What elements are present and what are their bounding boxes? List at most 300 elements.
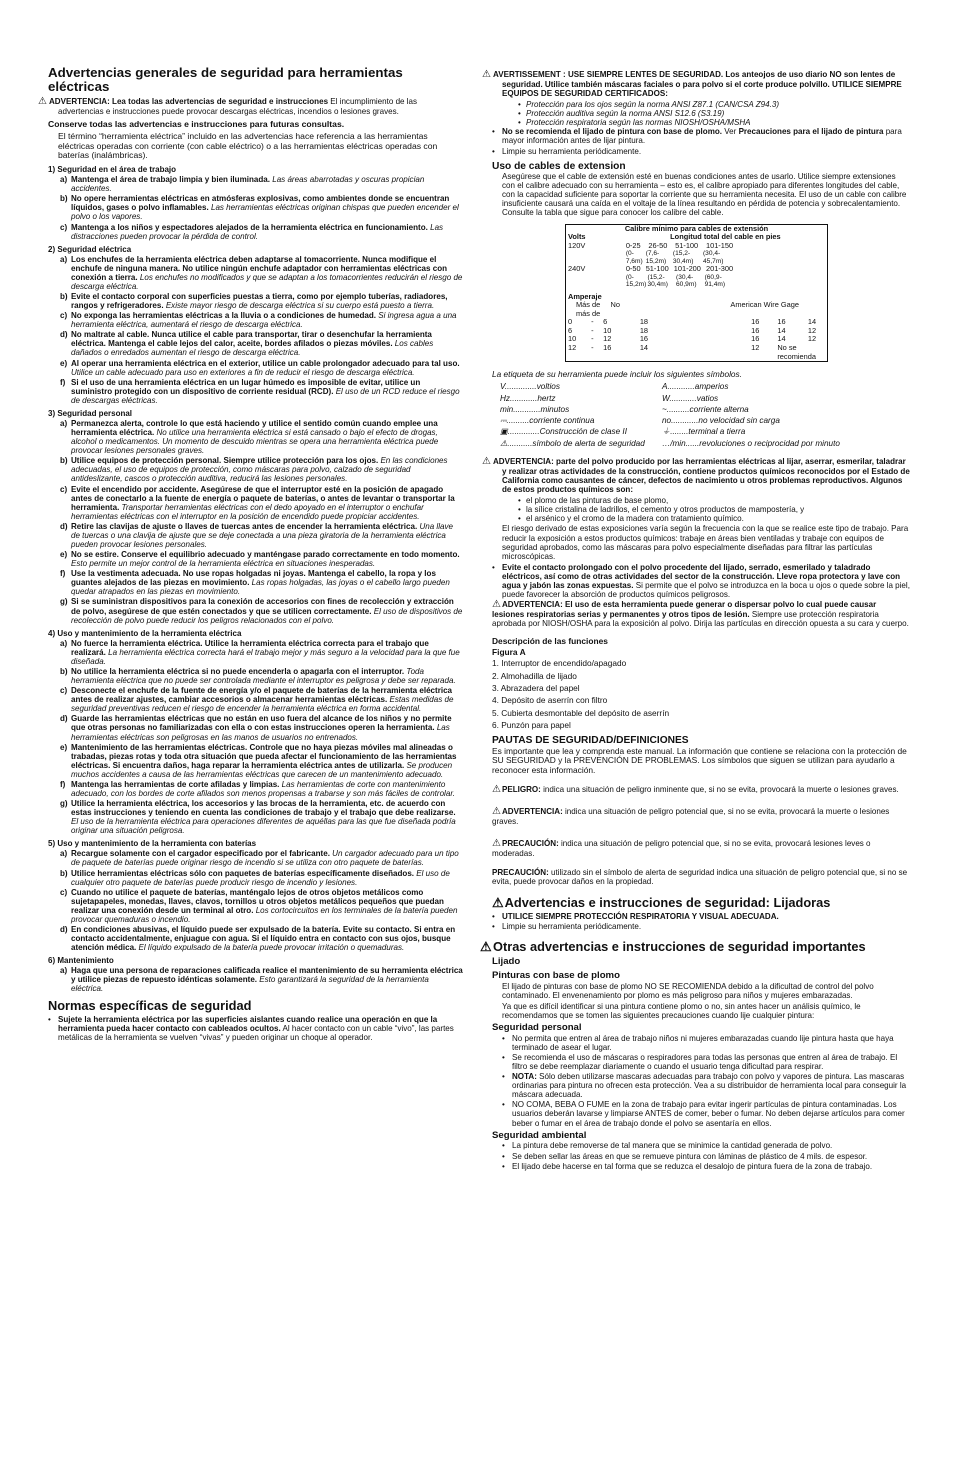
item-bold: No maltrate al cable. Nunca utilice el cable para transportar, tirar o desenchufar la herramienta eléctrica. Mantenga el cable lejos del calor, aceite, bordes afilados o piezas móviles. bbox=[71, 330, 432, 349]
symbol-desc: ..............voltios bbox=[504, 382, 560, 392]
descripcion-heading: Descripción de las funciones bbox=[492, 636, 608, 647]
item-italic: Las ropas holgadas, las joyas o el cabello largo pueden quedar atrapados en las piezas en movimiento. bbox=[71, 578, 450, 597]
item-bold: No utilice la herramienta eléctrica si no puede encenderla o apagarla con el interruptor. bbox=[71, 666, 405, 676]
row-120v bbox=[624, 242, 735, 251]
bullet: • bbox=[518, 505, 521, 515]
section-title: 3) Seguridad personal bbox=[48, 408, 133, 418]
item-letter: d) bbox=[60, 925, 68, 935]
sub-text: Protección para los ojos según la norma ANSI Z87.1 (CAN/CSA Z94.3) bbox=[526, 100, 779, 110]
left-column bbox=[38, 65, 463, 1043]
item-letter: d) bbox=[60, 521, 68, 531]
item-letter: b) bbox=[60, 194, 68, 204]
amp-cell: 12 bbox=[807, 325, 817, 335]
item-italic: Existe mayor riesgo de descarga eléctrica si su cuerpo está puesto a tierra. bbox=[163, 301, 435, 311]
safety-item bbox=[48, 869, 463, 887]
safety-item bbox=[48, 330, 463, 357]
list-item bbox=[502, 1053, 910, 1071]
amp-cell: 6 bbox=[568, 325, 573, 335]
safety-item bbox=[48, 667, 463, 685]
table-title: Calibre mínimo para cables de extensión bbox=[624, 223, 769, 233]
item-letter: a) bbox=[60, 175, 68, 185]
item-bold: Utilice la herramienta eléctrica, los accesorios y las brocas de la herramienta, etc. de acuerdo con estas instrucciones y teniendo en cuenta las condiciones de trabajo y el trabajo que debe realizarse. bbox=[71, 799, 456, 818]
safety-item bbox=[48, 849, 463, 867]
warning-triangle-icon: ⚠ bbox=[492, 784, 501, 796]
sub-text: la sílice cristalina de ladrillos, el cemento y otros productos de mampostería, y bbox=[526, 505, 805, 515]
item-italic: Los cortocircuitos en los terminales de la batería pueden provocar quemaduras o incendio. bbox=[71, 905, 458, 924]
cables-heading: Uso de cables de extension bbox=[492, 160, 626, 172]
amp-cell: 18 bbox=[639, 325, 649, 335]
amp-cell: 16 bbox=[751, 317, 760, 327]
symbol-desc: ............minutos bbox=[513, 404, 570, 414]
cell: 26-50 bbox=[648, 240, 668, 250]
function-item: 5. Cubierta desmontable del depósito de aserrín bbox=[492, 707, 670, 718]
amp-cell: 16 bbox=[751, 325, 760, 335]
item-italic: Los cables dañados o enredados aumentan el riesgo de descarga eléctrica. bbox=[71, 339, 434, 358]
item-bold: En condiciones abusivas, el líquido puede ser expulsado de la batería. Evite su contacto. Si entra en contacto accidentalmente, enjuague con agua. Si el líquido entra en contacto con sus ojos, busque atención médica. bbox=[71, 925, 456, 953]
nocoma-item: • NO COMA, BEBA O FUME en la zona de trabajo para evitar ingerir partículas de pintura contaminadas. Los usuarios deberán lavarse y limpiarse ANTES de comer, beber o fumar. No deben dejarse artículos para comer beber o fumar en el área de trabajo donde el polvo se asentaría en ellos. bbox=[502, 1100, 905, 1128]
function-item: 3. Abrazadera del papel bbox=[492, 682, 580, 693]
symbol-desc: ............hertz bbox=[510, 393, 556, 403]
seguridad-personal-list bbox=[492, 1034, 910, 1071]
cell: (7,6-15,2m) bbox=[645, 250, 667, 265]
amp-cell: - bbox=[591, 343, 594, 352]
bullet: • bbox=[502, 1161, 505, 1171]
safety-item bbox=[48, 175, 463, 193]
safety-item bbox=[48, 888, 463, 924]
sub-item bbox=[492, 514, 910, 523]
safety-item bbox=[48, 359, 463, 377]
symbol-cell bbox=[658, 438, 842, 449]
amp-cell: 18 bbox=[639, 317, 649, 327]
lijadoras-item-2: • Limpie su herramienta periódicamente. bbox=[492, 922, 642, 932]
sub-item bbox=[492, 505, 910, 514]
item-letter: f) bbox=[60, 779, 66, 789]
lijado-plomo-item: • No se recomienda el lijado de pintura con base de plomo. Ver Precauciones para el lijado de pintura para mayor información antes de lijar pintura. bbox=[492, 127, 902, 146]
bullet: • bbox=[518, 109, 521, 119]
amp-cell: 16 bbox=[777, 317, 786, 327]
amp-cell: - bbox=[591, 317, 594, 327]
cell: 51-100 bbox=[645, 264, 669, 274]
cell: 0-25 bbox=[625, 240, 641, 250]
item-bold: Guarde las herramientas eléctricas que no están en uso fuera del alcance de los niños y no permite que otras personas no familiarizadas con ella o con estas instrucciones operen la herramienta. bbox=[71, 714, 452, 733]
item-letter: e) bbox=[60, 358, 68, 368]
sub-item bbox=[492, 109, 910, 118]
item-italic: Esto garantizará la seguridad de la herramienta eléctrica. bbox=[71, 975, 429, 994]
item-italic: Estas medidas de seguridad preventivas reducen el riesgo de encender la herramienta eléctrica en forma accidental. bbox=[71, 695, 454, 714]
amp-cell: 16 bbox=[603, 343, 612, 352]
pinturas-heading: Pinturas con base de plomo bbox=[492, 969, 620, 981]
item-letter: a) bbox=[60, 638, 68, 648]
symbol-cell bbox=[658, 415, 842, 426]
safety-item bbox=[48, 780, 463, 798]
amp-cell: 12 bbox=[603, 334, 612, 344]
item-bold: Use la vestimenta adecuada. No use ropas holgadas ni joyas. Mantenga el cabello, la ropa y los guantes alejados de las piezas en movimiento. bbox=[71, 569, 436, 588]
item-letter: d) bbox=[60, 714, 68, 724]
safety-item bbox=[48, 522, 463, 549]
symbol-desc: ..............Construcción de clase II bbox=[507, 427, 627, 437]
cell: 101-150 bbox=[705, 240, 734, 250]
item-italic: Las herramientas de corte con mantenimiento adecuado, con los bordes de corte afilados son menos propensas a trabarse y son más fáciles de controlar. bbox=[71, 779, 455, 798]
row-120v-metric bbox=[624, 250, 735, 265]
symbol-key: min bbox=[500, 404, 514, 414]
safety-item bbox=[48, 194, 463, 221]
safety-item bbox=[48, 966, 463, 993]
amp-cell: 16 bbox=[751, 334, 760, 344]
safety-item bbox=[48, 255, 463, 291]
item-italic: En las condiciones adecuadas, el uso de equipos de protección, como máscaras para polvo, calzado de seguridad antideslizante, cascos o protección auditiva, reducirá las lesiones personales. bbox=[71, 456, 448, 484]
symbol-icon: ⏚ bbox=[662, 427, 671, 437]
symbol-cell bbox=[498, 426, 658, 437]
cell: 201-300 bbox=[705, 264, 734, 274]
functions-list bbox=[492, 659, 910, 730]
item-italic: Un cargador adecuado para un tipo de paquete de baterías puede originar riesgo de incendio si se utiliza con otro paquete de baterías. bbox=[71, 849, 459, 868]
warning-triangle-icon: ⚠ bbox=[492, 837, 501, 849]
item-italic: No utilice una herramienta eléctrica si está cansado o bajo el efecto de drogas, alcohol o medicamentos. Un momento de descuido mientras se opera una herramienta eléctrica puede provocar lesiones personales graves. bbox=[71, 428, 439, 456]
symbol-cell bbox=[498, 393, 658, 404]
amp-cell: 10 bbox=[603, 325, 612, 335]
cell: (0-7,6m) bbox=[625, 250, 643, 265]
item-italic: Las herramientas eléctricas son peligrosas en las manos de usuarios no entrenados. bbox=[71, 723, 450, 742]
item-letter: b) bbox=[60, 666, 68, 676]
lijado-subheading: Lijado bbox=[492, 956, 521, 968]
item-italic: Las herramientas eléctricas originan chispas que pueden encender el polvo o los vapores. bbox=[71, 203, 459, 222]
amp-cell: - bbox=[591, 334, 594, 344]
symbol-cell bbox=[658, 426, 842, 437]
chemicals-list bbox=[492, 496, 910, 523]
bullet: • bbox=[518, 118, 521, 128]
item-bold: No opere herramientas eléctricas en atmósferas explosivas, como ambientes donde se encuentran líquidos, gases o polvo inflamables. bbox=[71, 194, 450, 213]
section-title: 1) Seguridad en el área de trabajo bbox=[48, 165, 177, 175]
protection-list bbox=[492, 100, 910, 127]
item-italic: Utilice un cable adecuado para uso en exteriores a fin de reducir el riesgo de descarga eléctrica. bbox=[71, 367, 415, 377]
safety-item bbox=[48, 419, 463, 455]
symbol-icon: ⚠ bbox=[500, 438, 508, 448]
amp-cell: 14 bbox=[807, 317, 817, 327]
cell: (0-15,2m) bbox=[625, 273, 647, 289]
bullet: • bbox=[502, 1033, 505, 1043]
item-letter: a) bbox=[60, 966, 68, 976]
symbols-table bbox=[498, 381, 842, 449]
item-letter: c) bbox=[60, 484, 68, 494]
safety-item bbox=[48, 223, 463, 241]
safety-item bbox=[48, 743, 463, 779]
item-italic: Los enchufes no modificados y que se adaptan a los tomacorrientes reducirán el riesgo de descarga eléctrica. bbox=[71, 272, 463, 291]
bullet: • bbox=[518, 496, 521, 506]
symbol-icon: ▣ bbox=[500, 427, 508, 437]
safety-item bbox=[48, 292, 463, 310]
item-italic: El uso de un RCD reduce el riesgo de descargas eléctricas. bbox=[71, 386, 460, 405]
advertencia-paragraph: ⚠ ADVERTENCIA: Lea todas las advertencias de seguridad e instrucciones El incumplimiento de las advertencias e instrucciones puede provocar descargas eléctricas, incendios o lesiones graves. bbox=[38, 96, 418, 117]
symbol-desc: ......revoluciones o reciprocidad por minuto bbox=[685, 438, 840, 448]
item-bold: Mantenimiento de las herramientas eléctricas. Controle que no haya piezas móviles mal alineadas o trabadas, piezas rotas y toda otra situación que pueda afectar el funcionamiento de las herramientas eléctricas. Si encuentra daños, haga reparar la herramienta eléctrica antes de utilizarla. bbox=[71, 742, 457, 770]
item-letter: a) bbox=[60, 254, 68, 264]
cell: 51-100 bbox=[675, 240, 699, 250]
sub-text: Protección auditiva según la norma ANSI S12.6 (S3.19) bbox=[526, 109, 725, 119]
safety-item bbox=[48, 714, 463, 741]
symbol-row bbox=[498, 404, 842, 415]
section-title: 2) Seguridad eléctrica bbox=[48, 244, 132, 254]
sub-item bbox=[492, 100, 910, 109]
item-bold: Mantenga el área de trabajo limpia y bien iluminada. bbox=[71, 175, 270, 185]
symbol-cell bbox=[498, 438, 658, 449]
cell: 0-50 bbox=[625, 264, 641, 274]
item-bold: Los enchufes de la herramienta eléctrica deben adaptarse al tomacorriente. Nunca modifique el enchufe de ninguna manera. No utilice ningún enchufe adaptador con herramientas eléctricas con conexión a tierra. bbox=[71, 254, 448, 282]
list-item bbox=[502, 1152, 910, 1161]
item-letter: b) bbox=[60, 456, 68, 466]
item-italic: El uso de cualquier otro paquete de baterías puede producir riesgo de incendio y lesiones. bbox=[71, 868, 450, 887]
symbol-desc: ..........corriente continua bbox=[506, 416, 595, 426]
cable-gauge-table: Calibre mínimo para cables de extensión Volts Longitud total del cable en pies 120V 0-25 26-50 51-100 101-150 (0-7,6m) (7,6-15,2m) (15,2-30,4m) (30,4-45,7m) 240V 0-50 51-100 101-200 201-300 (0-15,2m) (15,2-30,4m) (30,4-60,9m) (60,9-91,4m) Amperaje Más de No más de American Wire Gage 0 - 6 18 16 16 14 6 - 10 18 16 14 12 10 - 12 16 16 14 12 12 - 16 14 12 No se recomienda bbox=[565, 224, 828, 363]
etiqueta-text: La etiqueta de su herramienta puede incluir los siguientes símbolos. bbox=[492, 369, 742, 380]
sub-text: el plomo de las pinturas de base plomo, bbox=[526, 496, 669, 506]
normas-item: • Sujete la herramienta eléctrica por las superficies aislantes cuando realice una operación en que la herramienta pueda hacer contacto con cableados ocultos. Al hacer contacto con un cable “vivo”, las partes metálicas de la herramienta se vuelven “vivas” y pueden originar un choque al operador. bbox=[48, 1015, 454, 1043]
symbol-key: …/min bbox=[662, 438, 686, 448]
item-bold: No fuerce la herramienta eléctrica. Utilice la herramienta eléctrica correcta para el trabajo que realizará. bbox=[71, 638, 429, 657]
amp-cell: 14 bbox=[639, 343, 649, 352]
cell: (15,2-30,4m) bbox=[647, 273, 668, 289]
symbol-desc: ........terminal a tierra bbox=[670, 427, 746, 437]
amp-cell: 14 bbox=[777, 325, 786, 335]
section-title: 4) Uso y mantenimiento de la herramienta eléctrica bbox=[48, 628, 242, 638]
symbol-cell bbox=[658, 404, 842, 415]
safety-item bbox=[48, 686, 463, 713]
item-bold: Cuando no utilice el paquete de baterías, manténgalo lejos de otros objetos metálicos como sujetapapeles, monedas, llaves, clavos, tornillos u otros objetos metálicos pequeños que puedan realizar una conexión desde un terminal al otro. bbox=[71, 887, 444, 915]
seguridad-ambiental-list bbox=[492, 1141, 910, 1170]
precaucion-definition: ⚠PRECAUCIÓN: indica una situación de peligro potencial que, si no se evita, provocará lesiones leves o moderadas. bbox=[492, 837, 871, 858]
item-italic: Se producen muchos accidentes a causa de las herramientas eléctricas que carecen de un mantenimiento adecuado. bbox=[71, 760, 453, 779]
symbol-desc: ...........símbolo de alerta de seguridad bbox=[507, 438, 645, 448]
warning-triangle-icon: ⚠ bbox=[492, 894, 504, 910]
symbol-cell bbox=[658, 393, 842, 404]
symbol-row bbox=[498, 415, 842, 426]
cell: (30,4-45,7m) bbox=[702, 250, 724, 265]
cell: (60,9-91,4m) bbox=[704, 273, 726, 289]
sub-text: el arsénico y el cromo de la madera con tratamiento químico. bbox=[526, 514, 744, 524]
item-bold: Mantenga las herramientas de corte afiladas y limpias. bbox=[71, 779, 280, 789]
item-letter: c) bbox=[60, 887, 68, 897]
item-bold: No exponga las herramientas eléctricas a la lluvia o a condiciones de humedad. bbox=[71, 311, 376, 321]
item-bold: Si el uso de una herramienta eléctrica en un lugar húmedo es imposible de evitar, utilice un suministro protegido con un dispositivo de corriente residual (RCD). bbox=[71, 377, 421, 396]
symbol-icon: ⎓ bbox=[500, 416, 507, 426]
sub-text: Protección respiratoria según las normas NIOSH/OSHA/MSHA bbox=[526, 118, 751, 128]
item-letter: a) bbox=[60, 418, 68, 428]
list-text: El lijado debe hacerse en tal forma que se reduzca el desalojo de pintura fuera de la zona de trabajo. bbox=[512, 1161, 873, 1171]
symbol-key: Hz bbox=[500, 393, 511, 403]
item-letter: e) bbox=[60, 550, 68, 560]
symbol-key: W bbox=[662, 393, 670, 403]
amp-cell: 0 bbox=[568, 317, 573, 327]
amp-row bbox=[566, 344, 828, 362]
item-letter: g) bbox=[60, 799, 68, 809]
function-item: 6. Punzón para papel bbox=[492, 720, 571, 731]
bullet: • bbox=[502, 1151, 505, 1161]
symbol-row bbox=[498, 381, 842, 392]
amp-cell: 16 bbox=[639, 334, 649, 344]
item-bold: Utilice herramientas eléctricas sólo con paquetes de baterías específicamente diseñados. bbox=[71, 868, 415, 878]
safety-item bbox=[48, 569, 463, 596]
bullet: • bbox=[502, 1052, 505, 1062]
seguridad-ambiental-heading: Seguridad ambiental bbox=[492, 1129, 587, 1141]
item-letter: c) bbox=[60, 311, 68, 321]
nota-item: • NOTA: Sólo deben utilizarse mascaras adecuadas para trabajo con polvo y vapores de pintura. Las mascaras ordinarias para pintura no ofrecen esta protección. Vea a su distribuidor de herramienta local para conseguir la máscara adecuada. bbox=[502, 1072, 907, 1100]
item-bold: Desconecte el enchufe de la fuente de energía y/o el paquete de baterías de la herramienta eléctrica antes de realizar ajustes, cambiar accesorios o almacenar herramientas eléctricas. bbox=[71, 686, 453, 705]
item-italic: El uso de dispositivos de recolección de polvo puede reducir los peligros relacionados con el polvo. bbox=[71, 606, 463, 625]
precaucion-nosymbol-definition: PRECAUCIÓN: utilizado sin el símbolo de alerta de seguridad indica una situación de peligro potencial que, si no se evita, puede provocar daños en la propiedad. bbox=[492, 867, 908, 886]
list-item bbox=[502, 1162, 910, 1171]
safety-item bbox=[48, 925, 463, 952]
section-title: 5) Uso y mantenimiento de la herramienta con baterías bbox=[48, 839, 257, 849]
bullet: • bbox=[518, 514, 521, 524]
advertencia-label: ADVERTENCIA: Lea todas las advertencias de seguridad e instrucciones bbox=[49, 97, 329, 107]
section-title: 6) Mantenimiento bbox=[48, 956, 114, 966]
list-text: La pintura debe removerse de tal manera que se minimice la cantidad generada de polvo. bbox=[512, 1141, 833, 1151]
pinturas-p1: El lijado de pinturas con base de plomo NO SE RECOMIENDA debido a la dificultad de control del polvo contaminado. El envenenamiento por plomo es más peligroso para niños y mujeres embarazadas. bbox=[502, 981, 874, 1000]
symbol-cell bbox=[658, 381, 842, 392]
item-letter: e) bbox=[60, 742, 68, 752]
item-italic: Toda herramienta eléctrica que no puede ser controlada mediante el interruptor es peligrosa y debe ser reparada. bbox=[71, 666, 456, 686]
item-bold: Evite el encendido por accidente. Asegúrese de que el interruptor esté en la posición de apagado antes de conectarlo a la fuente de energía o paquete de baterías, o antes de levantar o transportar la herramienta. bbox=[71, 484, 455, 512]
peligro-definition: ⚠PELIGRO: indica una situación de peligro inminente que, si no se evita, provocará la muerte o lesiones graves. bbox=[492, 784, 899, 796]
symbol-desc: ..........corriente alterna bbox=[666, 404, 749, 414]
sub-item bbox=[492, 118, 910, 127]
advertencia-definition: ⚠ADVERTENCIA: indica una situación de peligro potencial que, si no se evita, provocará la muerte o lesiones graves. bbox=[492, 806, 890, 827]
safety-item bbox=[48, 639, 463, 666]
pautas-paragraph: Es importante que lea y comprenda este manual. La información que contiene se relaciona con la protección de SU SEGURIDAD y la PREVENCIÓN DE PROBLEMAS. Los símbolos que siguen se utilizan para ayudarlo a reconocer esta información. bbox=[492, 745, 907, 775]
item-italic: Si ingresa agua a una herramienta eléctrica, aumentará el riesgo de descarga eléctrica. bbox=[71, 311, 457, 330]
item-italic: Las áreas abarrotadas y oscuras propician accidentes. bbox=[71, 175, 425, 194]
cell: (15,2-30,4m) bbox=[672, 250, 694, 265]
bullet: • bbox=[502, 1141, 505, 1151]
amperage-rows bbox=[566, 318, 828, 361]
item-letter: b) bbox=[60, 868, 68, 878]
pautas-heading: PAUTAS DE SEGURIDAD/DEFINICIONES bbox=[492, 735, 689, 747]
function-item: 2. Almohadilla de lijado bbox=[492, 670, 577, 681]
item-italic: El líquido expulsado de la batería puede provocar irritación o quemaduras. bbox=[136, 943, 405, 953]
item-bold: Mantenga a los niños y espectadores alejados de la herramienta eléctrica en funcionamiento. bbox=[71, 222, 428, 232]
amp-cell: 12 bbox=[568, 343, 577, 352]
safety-sections bbox=[48, 165, 463, 993]
polvo-warning: ⚠ ADVERTENCIA: parte del polvo producido por las herramientas eléctricas al lijar, aserrar, esmerilar, taladrar y realizar otras actividades de la construcción, contiene productos químicos reconocidos por el Estado de California como causantes de cáncer, defectos de nacimiento u otros problemas reproductivos. Algunos de estos productos químicos son: bbox=[482, 456, 910, 495]
item-bold: Evite el contacto corporal con superficies puestas a tierra, como por ejemplo tuberías, radiadores, rangos y refrigeradores. bbox=[71, 292, 448, 311]
item-letter: a) bbox=[60, 849, 68, 859]
list-text: No permita que entren al área de trabajo niños ni mujeres embarazadas cuando lije pintura hasta que haya terminado de asear el lugar. bbox=[512, 1033, 894, 1052]
symbol-cell bbox=[498, 415, 658, 426]
general-warnings-heading: Advertencias generales de seguridad para herramientas eléctricas bbox=[48, 65, 403, 95]
item-letter: f) bbox=[60, 377, 66, 387]
item-letter: d) bbox=[60, 330, 68, 340]
item-letter: f) bbox=[60, 569, 66, 579]
lijadoras-heading: ⚠Advertencias e instrucciones de seguridad: Lijadoras bbox=[492, 894, 831, 910]
symbol-key: A bbox=[662, 382, 668, 392]
amp-cell: 12 bbox=[751, 343, 760, 352]
item-bold: Haga que una persona de reparaciones calificada realice el mantenimiento de su herramienta eléctrica y utilice piezas de repuesto idénticas solamente. bbox=[71, 966, 463, 985]
safety-item bbox=[48, 485, 463, 521]
item-italic: La herramienta eléctrica correcta hará el trabajo mejor y más seguro a la velocidad para la que fue diseñada. bbox=[71, 647, 460, 666]
list-item bbox=[502, 1141, 910, 1150]
item-bold: Si se suministran dispositivos para la conexión de accesorios con fines de recolección y extracción de polvo, asegúrese de que estén conectados y que se utilicen correctamente. bbox=[71, 597, 454, 616]
seguridad-personal-heading: Seguridad personal bbox=[492, 1022, 582, 1033]
item-letter: c) bbox=[60, 222, 68, 232]
advertencia-text: El incumplimiento de las advertencias e instrucciones puede provocar descargas eléctricas, incendios o lesiones graves. bbox=[58, 97, 418, 117]
symbol-row bbox=[498, 438, 842, 449]
symbol-desc: ............no velocidad sin carga bbox=[671, 416, 780, 426]
item-bold: Utilice equipos de protección personal. Siempre utilice protección para los ojos. bbox=[71, 456, 379, 466]
right-column bbox=[480, 69, 910, 1172]
safety-item bbox=[48, 597, 463, 624]
item-letter: g) bbox=[60, 597, 68, 607]
cell: (30,4-60,9m) bbox=[676, 273, 697, 289]
symbol-icon: ~ bbox=[662, 404, 667, 414]
symbol-row bbox=[498, 426, 842, 437]
otras-heading: ⚠Otras advertencias e instrucciones de seguridad importantes bbox=[480, 939, 866, 955]
amp-cell: 12 bbox=[807, 334, 817, 344]
adv2-paragraph: ⚠ADVERTENCIA: El uso de esta herramienta puede generar o dispersar polvo lo cual puede causar lesiones respiratorias serias y permanentes y otros tipos de lesión. Siempre use protección respiratoria aprobada por NIOSH/OSHA para la exposición al polvo. Dirija las partículas en dirección opuesta a su cara y cuerpo. bbox=[492, 599, 909, 629]
safety-item bbox=[48, 378, 463, 405]
amp-cell: 6 bbox=[603, 317, 608, 327]
symbol-cell bbox=[498, 381, 658, 392]
amp-cell: No se recomienda bbox=[777, 343, 816, 361]
item-italic: Una llave de tuercas o una clavija de ajuste que se deje conectada a una pieza giratoria de la herramienta eléctrica pueden provocar lesiones personales. bbox=[71, 521, 453, 549]
symbol-key: V bbox=[500, 382, 505, 392]
bullet: • bbox=[518, 100, 521, 110]
figura-label: Figura A bbox=[492, 646, 526, 657]
row-240v-metric bbox=[624, 274, 735, 289]
avertissement-paragraph: ⚠ AVERTISSEMENT : USE SIEMPRE LENTES DE SEGURIDAD. Los anteojos de uso diario NO son lentes de seguridad. Utilice también máscaras faciales o para polvo si el corte produce polvillo. UTILICE SIEMPRE EQUIPOS DE SEGURIDAD CERTIFICADOS: bbox=[482, 69, 902, 99]
cables-paragraph: Asegúrese que el cable de extensión esté en buenas condiciones antes de usarlo. Utilice siempre extensiones con el calibre adecuado con su herramienta – esto es, el calibre apropiado para diferentes longitudes del cable, con la capacidad suficiente para soportar la corriente que su herramienta necesita. El uso de un cable con calibre insuficiente causará una caída en el voltaje de la línea resultando en pérdida de potencia y sobrecalentamiento. Consulte la tabla que sigue para conocer los calibre del cable. bbox=[502, 172, 907, 218]
safety-item bbox=[48, 550, 463, 568]
symbol-cell bbox=[498, 404, 658, 415]
amp-cell: - bbox=[591, 325, 594, 335]
lijadoras-item-1: • UTILICE SIEMPRE PROTECCIÓN RESPIRATORIA Y VISUAL ADECUADA. bbox=[492, 912, 779, 922]
safety-item bbox=[48, 799, 463, 835]
sub-item bbox=[492, 496, 910, 505]
list-item bbox=[502, 1034, 910, 1052]
symbol-row bbox=[498, 393, 842, 404]
item-bold: Recargue solamente con el cargador especificado por el fabricante. bbox=[71, 849, 330, 859]
symbol-desc: ............amperios bbox=[667, 382, 729, 392]
amp-cell: 10 bbox=[568, 334, 577, 344]
symbol-desc: ............vatios bbox=[669, 393, 719, 403]
warning-triangle-icon: ⚠ bbox=[492, 806, 501, 818]
item-bold: Permanezca alerta, controle lo que está haciendo y utilice el sentido común cuando emplee una herramienta eléctrica. bbox=[71, 418, 438, 438]
warning-triangle-icon: ⚠ bbox=[492, 599, 501, 611]
cell: 101-200 bbox=[673, 264, 701, 274]
safety-item bbox=[48, 456, 463, 483]
item-bold: No se estire. Conserve el equilibrio adecuado y manténgase parado correctamente en todo momento. bbox=[71, 550, 460, 560]
limpie-item: • Limpie su herramienta periódicamente. bbox=[492, 146, 642, 156]
conserve-instructions: Conserve todas las advertencias e instrucciones para futuras consultas. bbox=[48, 119, 345, 130]
amp-cell: 14 bbox=[777, 334, 786, 344]
item-italic: El uso de la herramienta eléctrica para operaciones diferentes de aquéllas para las que fue diseñada podría originar una situación peligrosa. bbox=[71, 817, 456, 836]
item-letter: b) bbox=[60, 292, 68, 301]
list-text: Se recomienda el uso de máscaras o respiradores para todas las personas que entren al área de trabajo. El filtro se debe reemplazar diariamente o cuando el usuario tenga dificultad para respirar. bbox=[512, 1052, 898, 1072]
evite-item: • Evite el contacto prolongado con el polvo procedente del lijado, serrado, esmerilado y taladrado eléctricos, así como de otras actividades del sector de la construcción. Lleve ropa protectora y lave con agua y jabón las zonas expuestas. Si permite que el polvo se introduzca en la boca u ojos o quede sobre la piel, puede favorecer la absorción de productos químicos peligrosos. bbox=[492, 562, 910, 600]
termino-paragraph: El término “herramienta eléctrica” incluido en las advertencias hace referencia a las herramientas eléctricas operadas con corriente (con cable eléctrico) o a las herramientas eléctricas operadas con baterías (inalámbricas). bbox=[58, 130, 438, 161]
item-bold: Retire las clavijas de ajuste o llaves de tuercas antes de encender la herramienta eléctrica. bbox=[71, 521, 418, 531]
normas-heading: Normas específicas de seguridad bbox=[48, 997, 252, 1013]
riesgo-paragraph: El riesgo derivado de estas exposiciones varía según la frecuencia con la que se realice este tipo de trabajo. Para reducir la exposición a estos productos químicos: trabaje en áreas bien ventiladas y trabaje con equipos de seguridad aprobados, como las máscaras para polvo especialmente diseñadas para filtrar las partículas microscópicas. bbox=[502, 524, 909, 561]
item-italic: Las distracciones pueden provocar la pérdida de control. bbox=[71, 222, 444, 241]
function-item: 4. Depósito de aserrín con filtro bbox=[492, 695, 608, 706]
item-letter: c) bbox=[60, 686, 68, 696]
safety-item bbox=[48, 311, 463, 329]
function-item: 1. Interruptor de encendido/apagado bbox=[492, 658, 627, 669]
item-bold: Al operar una herramienta eléctrica en el exterior, utilice un cable prolongador adecuado para tal uso. bbox=[71, 358, 460, 368]
symbol-key: no bbox=[662, 416, 672, 426]
list-text: Se deben sellar las áreas en que se remueve pintura con láminas de plástico de 4 mils. de espesor. bbox=[512, 1151, 868, 1161]
pinturas-p2: Ya que es difícil identificar si una pintura contiene plomo o no, sin antes hacer un análisis químico, le recomendamos que se tomen las siguientes precauciones cuando lije cualquier pintura: bbox=[502, 1001, 861, 1020]
item-italic: Transportar herramientas eléctricas con el dedo apoyado en el interruptor o enchufar herramientas eléctricas con el interruptor en la posición de encendido puede propiciar accidentes. bbox=[71, 502, 424, 521]
